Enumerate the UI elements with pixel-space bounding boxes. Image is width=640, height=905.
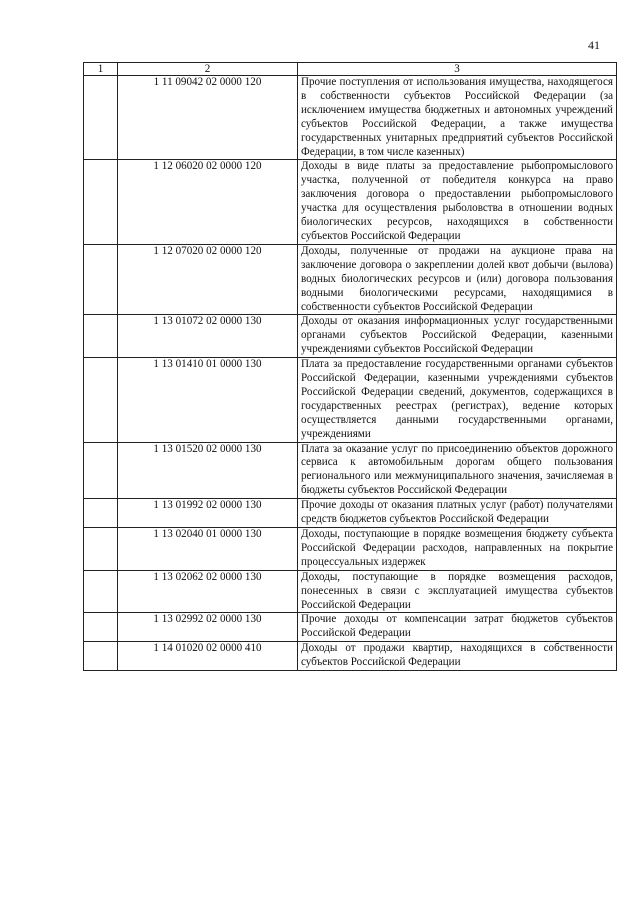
description-cell: Доходы в виде платы за предоставление рыбопромыслового участка, полученной от победителя конкурса на право заключения договора о предоставлении рыбопромыслового участка для осуществления рыболовства в отношении водных биологических ресурсов, находящихся в собственности субъектов Российской Федерации <box>298 160 617 244</box>
table-row <box>84 315 617 358</box>
budget-code-cell: 1 13 02992 02 0000 130 <box>118 613 298 642</box>
row-number-cell <box>84 160 118 244</box>
budget-code-cell: 1 13 01520 02 0000 130 <box>118 442 298 499</box>
row-number-cell <box>84 613 118 642</box>
row-number-cell <box>84 642 118 671</box>
budget-code-cell: 1 13 02062 02 0000 130 <box>118 570 298 613</box>
row-number-cell <box>84 442 118 499</box>
budget-code-cell: 1 12 07020 02 0000 120 <box>118 244 298 315</box>
budget-code-cell: 1 11 09042 02 0000 120 <box>118 76 298 160</box>
table-row <box>84 442 617 499</box>
column-header-3: 3 <box>298 63 617 76</box>
budget-code-cell: 1 13 02040 01 0000 130 <box>118 528 298 571</box>
row-number-cell <box>84 244 118 315</box>
description-cell: Прочие доходы от компенсации затрат бюджетов субъектов Российской Федерации <box>298 613 617 642</box>
budget-code-cell: 1 14 01020 02 0000 410 <box>118 642 298 671</box>
table-row <box>84 528 617 571</box>
budget-code-cell: 1 13 01410 01 0000 130 <box>118 358 298 442</box>
table-row <box>84 499 617 528</box>
table-row <box>84 613 617 642</box>
row-number-cell <box>84 76 118 160</box>
description-cell: Доходы, поступающие в порядке возмещения бюджету субъекта Российской Федерации расходов, направленных на покрытие процессуальных издержек <box>298 528 617 571</box>
table-row <box>84 160 617 244</box>
row-number-cell <box>84 499 118 528</box>
budget-code-cell: 1 13 01072 02 0000 130 <box>118 315 298 358</box>
revenue-codes-table <box>83 62 617 671</box>
row-number-cell <box>84 315 118 358</box>
row-number-cell <box>84 570 118 613</box>
table-row <box>84 244 617 315</box>
description-cell: Плата за предоставление государственными органами субъектов Российской Федерации, казенными учреждениями субъектов Российской Федерации сведений, документов, содержащихся в государственных реестрах (регистрах), ведение которых осуществляется данными государственными органами, учреждениями <box>298 358 617 442</box>
budget-code-cell: 1 13 01992 02 0000 130 <box>118 499 298 528</box>
page-number: 41 <box>588 38 600 52</box>
row-number-cell <box>84 528 118 571</box>
description-cell: Прочие доходы от оказания платных услуг (работ) получателями средств бюджетов субъектов Российской Федерации <box>298 499 617 528</box>
row-number-cell <box>84 358 118 442</box>
description-cell: Доходы от продажи квартир, находящихся в собственности субъектов Российской Федерации <box>298 642 617 671</box>
table-header-row <box>84 63 617 76</box>
description-cell: Плата за оказание услуг по присоединению объектов дорожного сервиса к автомобильным дорогам общего пользования регионального или межмуниципального значения, зачисляемая в бюджеты субъектов Российской Федерации <box>298 442 617 499</box>
table-row <box>84 570 617 613</box>
budget-code-cell: 1 12 06020 02 0000 120 <box>118 160 298 244</box>
column-header-1: 1 <box>84 63 118 76</box>
description-cell: Прочие поступления от использования имущества, находящегося в собственности субъектов Российской Федерации (за исключением имущества бюджетных и автономных учреждений субъектов Российской Федерации, а также имущества государственных унитарных предприятий субъектов Российской Федерации, в том числе казенных) <box>298 76 617 160</box>
table-row <box>84 358 617 442</box>
description-cell: Доходы, полученные от продажи на аукционе права на заключение договора о закреплении долей квот добычи (вылова) водных биологических ресурсов и (или) договора пользования водными биологическими ресурсами, находящимися в собственности субъектов Российской Федерации <box>298 244 617 315</box>
description-cell: Доходы от оказания информационных услуг государственными органами субъектов Российской Федерации, казенными учреждениями субъектов Российской Федерации <box>298 315 617 358</box>
table-row <box>84 76 617 160</box>
description-cell: Доходы, поступающие в порядке возмещения расходов, понесенных в связи с эксплуатацией имущества субъектов Российской Федерации <box>298 570 617 613</box>
column-header-2: 2 <box>118 63 298 76</box>
table-row <box>84 642 617 671</box>
